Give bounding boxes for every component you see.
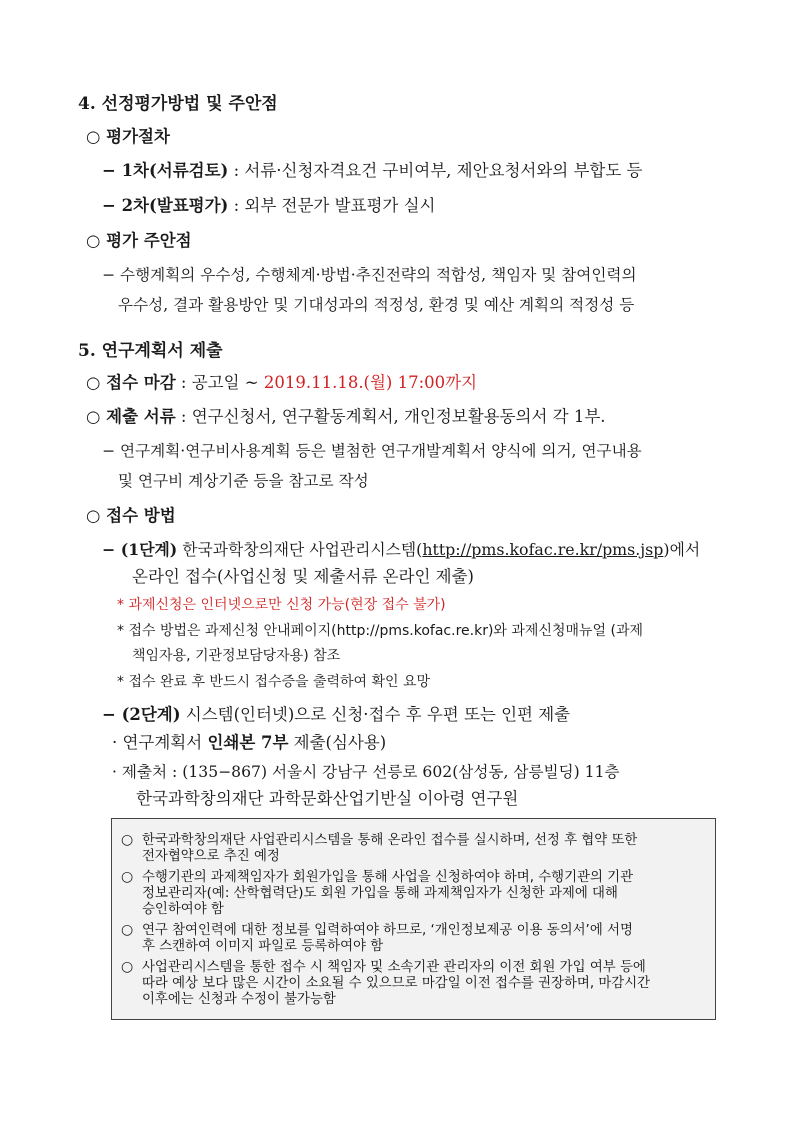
notice-item-2-line-2: 정보관리자(예: 산학협력단)도 회원 가입을 통해 과제책임자가 신청한 과제에 대해	[142, 886, 618, 901]
address-line-2: 한국과학창의재단 과학문화산업기반실 이아령 연구원	[136, 789, 519, 808]
address-line-1: · 제출처 : (135−867) 서울시 강남구 선릉로 602(삼성동, 삼릉빌딩) 11층	[112, 763, 620, 781]
procedure-heading: ○ 평가절차	[86, 127, 170, 146]
notice-item-1-line-2: 전자협약으로 추진 예정	[142, 849, 280, 864]
notice-item-3-line-1: 연구 참여인력에 대한 정보를 입력하여야 하므로, ‘개인정보제공 이용 동의서’에 서명	[142, 923, 633, 938]
step2-label: − 2차(발표평가)	[102, 196, 229, 215]
notice-bullet: ○	[121, 959, 134, 975]
copy-item	[112, 732, 386, 754]
focus-line-2: 우수성, 결과 활용방안 및 기대성과의 적정성, 환경 및 예산 계획의 적정성 등	[118, 296, 635, 314]
deadline-prefix: : 공고일 ~	[175, 373, 264, 392]
note-method-line-2: 책임자용, 기관정보담당자용) 참조	[132, 648, 341, 664]
copy-suffix: 제출(심사용)	[288, 733, 387, 752]
docs-sub-line-1: − 연구계획·연구비사용계획 등은 별첨한 연구개발계획서 양식에 의거, 연구내용	[102, 442, 642, 460]
stage1-link[interactable]: http://pms.kofac.re.kr/pms.jsp	[422, 540, 664, 559]
stage2-text: 시스템(인터넷)으로 신청·접수 후 우편 또는 인편 제출	[180, 705, 571, 724]
stage1-line-2: 온라인 접수(사업신청 및 제출서류 온라인 제출)	[132, 567, 474, 586]
stage2-label: − (2단계)	[102, 705, 181, 724]
note-online-only: * 과제신청은 인터넷으로만 신청 가능(현장 접수 불가)	[117, 597, 446, 613]
notice-item-4-line-3: 이후에는 신청과 수정이 불가능함	[142, 992, 336, 1007]
docs-label: ○ 제출 서류	[86, 407, 176, 426]
step2-text: : 외부 전문가 발표평가 실시	[228, 196, 436, 215]
notice-bullet: ○	[121, 869, 134, 885]
notice-item-2-line-3: 승인하여야 함	[142, 902, 224, 917]
stage1-label: − (1단계)	[102, 540, 178, 559]
section-4-title: 4. 선정평가방법 및 주안점	[78, 94, 278, 114]
notice-item-4-line-1: 사업관리시스템을 통한 접수 시 책임자 및 소속기관 관리자의 이전 회원 가입 여부 등에	[142, 960, 646, 975]
deadline-date: 2019.11.18.(월) 17:00까지	[263, 373, 478, 392]
step2-item	[102, 195, 435, 217]
note-receipt: * 접수 완료 후 반드시 접수증을 출력하여 확인 요망	[117, 674, 431, 690]
notice-item-3-line-2: 후 스캔하여 이미지 파일로 등록하여야 함	[142, 939, 384, 954]
stage1-text-a: 한국과학창의재단 사업관리시스템(	[177, 540, 423, 559]
step1-item	[102, 160, 642, 182]
docs-sub-line-2: 및 연구비 계상기준 등을 참고로 작성	[118, 472, 369, 490]
copy-bold: 인쇄본 7부	[207, 733, 289, 752]
stage1-text-b: )에서	[663, 540, 701, 559]
focus-heading: ○ 평가 주안점	[86, 231, 192, 250]
notice-bullet: ○	[121, 922, 134, 938]
notice-bullet: ○	[121, 832, 134, 848]
focus-line-1: − 수행계획의 우수성, 수행체계·방법·추진전략의 적합성, 책임자 및 참여인력의	[102, 266, 637, 284]
note-method-line-1: * 접수 방법은 과제신청 안내페이지(http://pms.kofac.re.kr)와 과제신청매뉴얼 (과제	[117, 623, 644, 639]
method-heading: ○ 접수 방법	[86, 506, 176, 525]
stage2-item	[102, 704, 570, 726]
notice-box	[111, 818, 716, 1020]
notice-item-1-line-1: 한국과학창의재단 사업관리시스템을 통해 온라인 접수를 실시하며, 선정 후 협약 또한	[142, 833, 638, 848]
stage1-item	[102, 539, 700, 561]
section-5-title: 5. 연구계획서 제출	[78, 341, 223, 361]
deadline-label: ○ 접수 마감	[86, 373, 176, 392]
deadline-item	[86, 372, 477, 394]
docs-text: : 연구신청서, 연구활동계획서, 개인정보활용동의서 각 1부.	[175, 407, 606, 426]
step1-label: − 1차(서류검토)	[102, 161, 229, 180]
notice-item-2-line-1: 수행기관의 과제책임자가 회원가입을 통해 사업을 신청하여야 하며, 수행기관의 기관	[142, 870, 634, 885]
notice-item-4-line-2: 따라 예상 보다 많은 시간이 소요될 수 있으므로 마감일 이전 접수를 권장하며, 마감시간	[142, 976, 651, 991]
step1-text: : 서류·신청자격요건 구비여부, 제안요청서와의 부합도 등	[228, 161, 643, 180]
copy-prefix: · 연구계획서	[112, 733, 208, 752]
docs-item	[86, 406, 606, 428]
